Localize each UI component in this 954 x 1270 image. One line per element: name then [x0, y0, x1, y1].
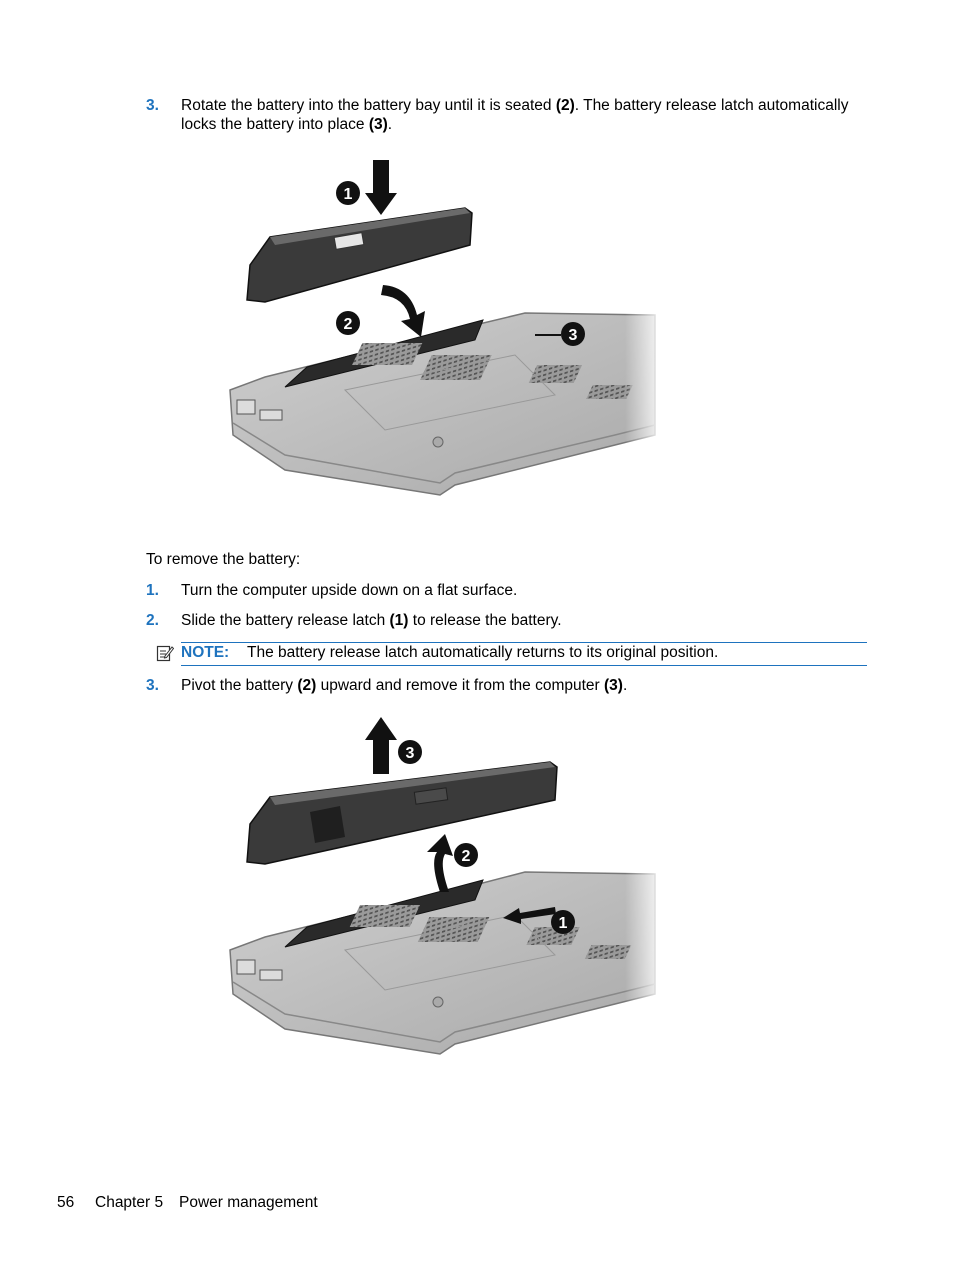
step-number: 3. [146, 677, 159, 694]
note-text: The battery release latch automatically returns to its original position. [247, 644, 719, 661]
svg-text:1: 1 [343, 186, 353, 203]
callout-1 [551, 910, 575, 934]
callout-2 [454, 843, 478, 867]
up-arrow [365, 717, 397, 774]
laptop-base [230, 842, 665, 1057]
battery [247, 762, 557, 864]
note-label: NOTE: [181, 644, 230, 661]
svg-text:3: 3 [568, 327, 578, 344]
step-3-insert [146, 96, 876, 134]
step-number: 2. [146, 612, 159, 629]
step-text: Turn the computer upside down on a flat surface. [181, 582, 518, 599]
battery-insert-illustration [225, 155, 665, 500]
down-arrow [365, 160, 397, 215]
footer-chapter-title: Power management [179, 1194, 318, 1211]
footer-page-number: 56 [57, 1194, 75, 1211]
intro-paragraph: To remove the battery: [146, 551, 301, 568]
step-number: 1. [146, 582, 159, 599]
callout-2 [336, 311, 360, 335]
laptop-base [230, 280, 665, 500]
callout-1 [336, 181, 360, 205]
pivot-arrow [427, 834, 453, 892]
note-icon [156, 644, 174, 662]
step-text: Rotate the battery into the battery bay until it is seated (2). The battery release latch automatically locks the battery into place (3). [181, 97, 849, 133]
svg-text:2: 2 [461, 848, 471, 865]
note-box [181, 642, 867, 666]
battery [247, 208, 472, 302]
svg-text:1: 1 [558, 915, 568, 932]
step-2-remove [146, 611, 876, 630]
step-number: 3. [146, 97, 159, 114]
svg-text:3: 3 [405, 745, 415, 762]
rotate-arrow [381, 285, 425, 337]
step-text: Pivot the battery (2) upward and remove it from the computer (3). [181, 677, 628, 694]
svg-text:2: 2 [343, 316, 353, 333]
battery-remove-illustration [225, 712, 665, 1062]
callout-3 [398, 740, 422, 764]
footer-chapter: Chapter 5 [95, 1194, 164, 1211]
step-1-remove [146, 581, 876, 600]
step-3-remove [146, 676, 876, 695]
step-text: Slide the battery release latch (1) to release the battery. [181, 612, 562, 629]
